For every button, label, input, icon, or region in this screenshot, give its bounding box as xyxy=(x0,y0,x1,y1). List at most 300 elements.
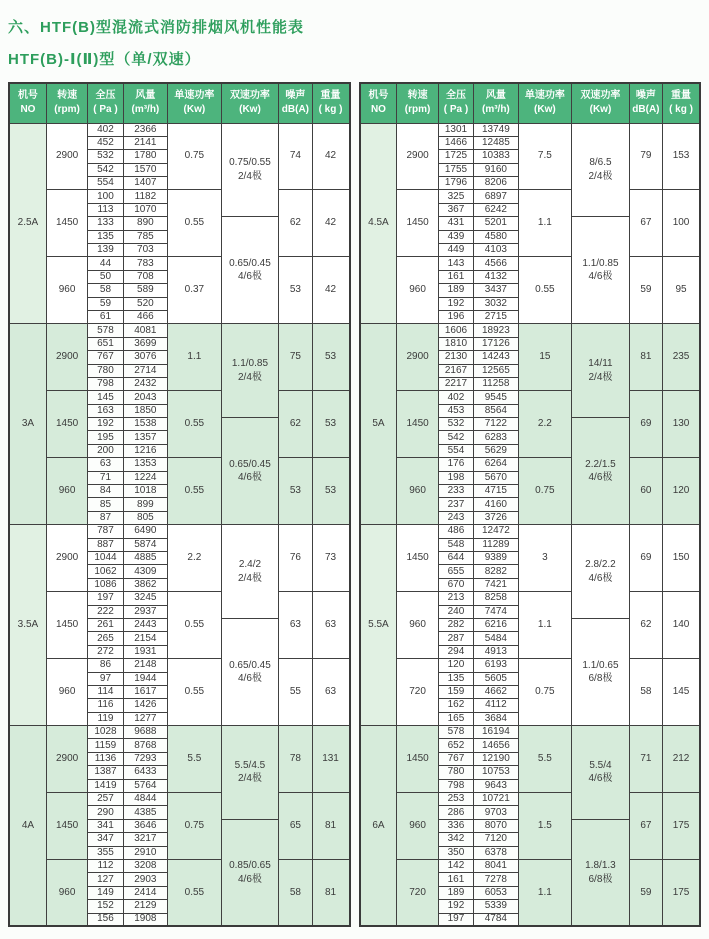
single-power-cell: 0.55 xyxy=(168,458,222,525)
model-cell: 4.5A xyxy=(360,123,397,324)
flow-cell: 18923 xyxy=(474,324,518,337)
flow-cell: 1018 xyxy=(123,485,167,498)
col-header-text: ( Pa ) xyxy=(443,104,469,116)
flow-cell: 5339 xyxy=(474,900,518,913)
dual-power-cell xyxy=(572,217,630,324)
table-row xyxy=(360,726,701,739)
single-power-cell: 0.55 xyxy=(518,257,572,324)
table-row xyxy=(360,592,701,605)
col-header-text: 转速 xyxy=(57,89,78,101)
dual-power-text: 14/11 xyxy=(588,358,613,370)
weight-cell: 63 xyxy=(312,592,349,659)
single-power-cell: 7.5 xyxy=(518,123,572,190)
pressure-cell: 149 xyxy=(88,886,123,899)
rpm-cell: 960 xyxy=(46,458,87,525)
flow-cell: 12190 xyxy=(474,752,518,765)
weight-cell: 42 xyxy=(312,190,349,257)
flow-cell: 10383 xyxy=(474,150,518,163)
pressure-cell: 127 xyxy=(88,873,123,886)
table-row xyxy=(9,592,350,605)
noise-cell: 58 xyxy=(279,859,312,926)
pressure-cell: 439 xyxy=(438,230,473,243)
flow-cell: 2129 xyxy=(123,900,167,913)
noise-cell: 60 xyxy=(629,458,662,525)
pressure-cell: 1796 xyxy=(438,177,473,190)
flow-cell: 6378 xyxy=(474,846,518,859)
pressure-cell: 486 xyxy=(438,525,473,538)
pressure-cell: 59 xyxy=(88,297,123,310)
dual-power-cell xyxy=(572,324,630,418)
model-cell: 3A xyxy=(9,324,46,525)
weight-cell: 153 xyxy=(663,123,700,190)
noise-cell: 69 xyxy=(629,391,662,458)
flow-cell: 4566 xyxy=(474,257,518,270)
flow-cell: 1538 xyxy=(123,418,167,431)
pressure-cell: 887 xyxy=(88,538,123,551)
flow-cell: 6242 xyxy=(474,203,518,216)
pressure-cell: 200 xyxy=(88,444,123,457)
col-header-text: NO xyxy=(370,104,386,116)
weight-cell: 42 xyxy=(312,257,349,324)
dual-power-text: 1.8/1.3 xyxy=(585,860,616,872)
flow-cell: 12472 xyxy=(474,525,518,538)
flow-cell: 3217 xyxy=(123,833,167,846)
pressure-cell: 114 xyxy=(88,685,123,698)
pressure-cell: 2130 xyxy=(438,351,473,364)
weight-cell: 175 xyxy=(663,793,700,860)
col-header-text: (Kw) xyxy=(239,104,261,116)
flow-cell: 2715 xyxy=(474,310,518,323)
pressure-cell: 402 xyxy=(438,391,473,404)
col-header-text: 双速功率 xyxy=(580,89,621,101)
flow-cell: 11258 xyxy=(474,377,518,390)
single-power-cell: 1.1 xyxy=(168,324,222,391)
flow-cell: 4103 xyxy=(474,244,518,257)
col-header-text: 噪声 xyxy=(285,89,306,101)
table-row xyxy=(360,324,701,337)
table-row xyxy=(9,525,350,538)
dual-power-cell xyxy=(572,819,630,926)
pressure-cell: 265 xyxy=(88,632,123,645)
pressure-cell: 233 xyxy=(438,485,473,498)
noise-cell: 81 xyxy=(629,324,662,391)
pressure-cell: 133 xyxy=(88,217,123,230)
pressure-cell: 767 xyxy=(88,351,123,364)
pressure-cell: 1062 xyxy=(88,565,123,578)
dual-power-cell xyxy=(221,525,279,619)
single-power-cell: 0.75 xyxy=(518,458,572,525)
col-header-text: 全压 xyxy=(445,89,466,101)
single-power-cell: 5.5 xyxy=(168,726,222,793)
pressure-cell: 161 xyxy=(438,270,473,283)
flow-cell: 1908 xyxy=(123,913,167,926)
single-power-cell: 0.75 xyxy=(518,659,572,726)
dual-power-text: 2.4/2 xyxy=(238,559,262,571)
col-header-single-power xyxy=(168,83,222,123)
flow-cell: 2714 xyxy=(123,364,167,377)
pressure-cell: 453 xyxy=(438,404,473,417)
noise-cell: 62 xyxy=(629,592,662,659)
weight-cell: 235 xyxy=(663,324,700,391)
flow-cell: 1353 xyxy=(123,458,167,471)
weight-cell: 81 xyxy=(312,793,349,860)
flow-cell: 2141 xyxy=(123,136,167,149)
noise-cell: 79 xyxy=(629,123,662,190)
weight-cell: 120 xyxy=(663,458,700,525)
pressure-cell: 71 xyxy=(88,471,123,484)
flow-cell: 7293 xyxy=(123,752,167,765)
pressure-cell: 63 xyxy=(88,458,123,471)
col-header-weight xyxy=(663,83,700,123)
noise-cell: 76 xyxy=(279,525,312,592)
pressure-cell: 2217 xyxy=(438,377,473,390)
flow-cell: 6264 xyxy=(474,458,518,471)
single-power-cell: 1.1 xyxy=(518,859,572,926)
single-power-cell: 0.75 xyxy=(168,123,222,190)
col-header-text: (m³/h) xyxy=(481,104,510,116)
col-header-text: (rpm) xyxy=(404,104,431,116)
weight-cell: 212 xyxy=(663,726,700,793)
flow-cell: 9389 xyxy=(474,552,518,565)
flow-cell: 6193 xyxy=(474,659,518,672)
pressure-cell: 578 xyxy=(438,726,473,739)
flow-cell: 899 xyxy=(123,498,167,511)
single-power-cell: 0.55 xyxy=(168,190,222,257)
pressure-cell: 142 xyxy=(438,859,473,872)
flow-cell: 9703 xyxy=(474,806,518,819)
col-header-text: 风量 xyxy=(135,89,156,101)
pressure-cell: 61 xyxy=(88,310,123,323)
flow-cell: 2937 xyxy=(123,605,167,618)
col-header-noise xyxy=(629,83,662,123)
model-cell: 2.5A xyxy=(9,123,46,324)
pressure-cell: 198 xyxy=(438,471,473,484)
flow-cell: 466 xyxy=(123,310,167,323)
flow-cell: 17126 xyxy=(474,337,518,350)
flow-cell: 9160 xyxy=(474,163,518,176)
flow-cell: 3862 xyxy=(123,578,167,591)
pressure-cell: 197 xyxy=(88,592,123,605)
col-header-text: NO xyxy=(20,104,36,116)
rpm-cell: 960 xyxy=(397,592,438,659)
col-header-noise xyxy=(279,83,312,123)
model-cell: 4A xyxy=(9,726,46,927)
flow-cell: 9545 xyxy=(474,391,518,404)
flow-cell: 12565 xyxy=(474,364,518,377)
page-subtitle: HTF(B)-Ⅰ(Ⅱ)型（单/双速） xyxy=(8,51,201,68)
table-row xyxy=(360,859,701,872)
dual-power-cell xyxy=(572,525,630,619)
dual-power-text: 4/6极 xyxy=(588,472,613,484)
table-row xyxy=(9,391,350,404)
dual-power-text: 4/6极 xyxy=(237,472,262,484)
rpm-cell: 2900 xyxy=(46,324,87,391)
flow-cell: 9688 xyxy=(123,726,167,739)
flow-cell: 8206 xyxy=(474,177,518,190)
pressure-cell: 50 xyxy=(88,270,123,283)
dual-power-text: 2.8/2.2 xyxy=(585,559,616,571)
flow-cell: 7122 xyxy=(474,418,518,431)
flow-cell: 1277 xyxy=(123,712,167,725)
table-row xyxy=(360,391,701,404)
table-row xyxy=(360,525,701,538)
dual-power-text: 2/4极 xyxy=(237,170,262,182)
flow-cell: 12485 xyxy=(474,136,518,149)
pressure-cell: 120 xyxy=(438,659,473,672)
pressure-cell: 780 xyxy=(438,766,473,779)
pressure-cell: 119 xyxy=(88,712,123,725)
pressure-cell: 143 xyxy=(438,257,473,270)
flow-cell: 4112 xyxy=(474,699,518,712)
pressure-cell: 286 xyxy=(438,806,473,819)
pressure-cell: 290 xyxy=(88,806,123,819)
single-power-cell: 0.55 xyxy=(168,391,222,458)
rpm-cell: 960 xyxy=(46,659,87,726)
col-header-dual-power xyxy=(221,83,279,123)
weight-cell: 100 xyxy=(663,190,700,257)
flow-cell: 4844 xyxy=(123,793,167,806)
flow-cell: 16194 xyxy=(474,726,518,739)
model-cell: 5.5A xyxy=(360,525,397,726)
pressure-cell: 135 xyxy=(438,672,473,685)
flow-cell: 8768 xyxy=(123,739,167,752)
col-header-text: 转速 xyxy=(407,89,428,101)
single-power-cell: 1.1 xyxy=(518,592,572,659)
pressure-cell: 272 xyxy=(88,645,123,658)
rpm-cell: 960 xyxy=(46,257,87,324)
flow-cell: 8258 xyxy=(474,592,518,605)
flow-cell: 4913 xyxy=(474,645,518,658)
pressure-cell: 58 xyxy=(88,284,123,297)
col-header-text: 重量 xyxy=(671,89,692,101)
flow-cell: 2903 xyxy=(123,873,167,886)
pressure-cell: 798 xyxy=(438,779,473,792)
noise-cell: 69 xyxy=(629,525,662,592)
dual-power-text: 4/6极 xyxy=(237,873,262,885)
tables-container xyxy=(8,82,701,927)
pressure-cell: 798 xyxy=(88,377,123,390)
flow-cell: 1850 xyxy=(123,404,167,417)
dual-power-text: 0.65/0.45 xyxy=(229,257,271,269)
noise-cell: 67 xyxy=(629,793,662,860)
flow-cell: 1780 xyxy=(123,150,167,163)
dual-power-text: 4/6极 xyxy=(237,271,262,283)
flow-cell: 4132 xyxy=(474,270,518,283)
pressure-cell: 1086 xyxy=(88,578,123,591)
pressure-cell: 1606 xyxy=(438,324,473,337)
pressure-cell: 85 xyxy=(88,498,123,511)
col-header-text: 重量 xyxy=(320,89,341,101)
dual-power-cell xyxy=(221,726,279,820)
col-header-text: 双速功率 xyxy=(229,89,270,101)
dual-power-text: 2/4极 xyxy=(237,773,262,785)
pressure-cell: 1466 xyxy=(438,136,473,149)
pressure-cell: 350 xyxy=(438,846,473,859)
header-row xyxy=(9,83,350,123)
table-row xyxy=(360,190,701,203)
pressure-cell: 189 xyxy=(438,284,473,297)
flow-cell: 4160 xyxy=(474,498,518,511)
pressure-cell: 87 xyxy=(88,511,123,524)
fan-performance-table-right xyxy=(359,82,702,927)
flow-cell: 6283 xyxy=(474,431,518,444)
col-header-text: ( kg ) xyxy=(669,104,693,116)
flow-cell: 9643 xyxy=(474,779,518,792)
pressure-cell: 192 xyxy=(438,297,473,310)
noise-cell: 62 xyxy=(279,190,312,257)
flow-cell: 785 xyxy=(123,230,167,243)
noise-cell: 62 xyxy=(279,391,312,458)
rpm-cell: 1450 xyxy=(397,190,438,257)
pressure-cell: 542 xyxy=(88,163,123,176)
flow-cell: 805 xyxy=(123,511,167,524)
dual-power-text: 0.65/0.45 xyxy=(229,659,271,671)
table-row xyxy=(9,123,350,136)
noise-cell: 55 xyxy=(279,659,312,726)
weight-cell: 53 xyxy=(312,458,349,525)
pressure-cell: 195 xyxy=(88,431,123,444)
pressure-cell: 112 xyxy=(88,859,123,872)
model-cell: 5A xyxy=(360,324,397,525)
flow-cell: 3076 xyxy=(123,351,167,364)
weight-cell: 130 xyxy=(663,391,700,458)
flow-cell: 3032 xyxy=(474,297,518,310)
col-header-model xyxy=(9,83,46,123)
flow-cell: 1944 xyxy=(123,672,167,685)
table-row xyxy=(9,659,350,672)
pressure-cell: 578 xyxy=(88,324,123,337)
pressure-cell: 1755 xyxy=(438,163,473,176)
pressure-cell: 222 xyxy=(88,605,123,618)
col-header-model xyxy=(360,83,397,123)
col-header-text: (Kw) xyxy=(534,104,556,116)
pressure-cell: 1044 xyxy=(88,552,123,565)
pressure-cell: 767 xyxy=(438,752,473,765)
pressure-cell: 341 xyxy=(88,819,123,832)
single-power-cell: 2.2 xyxy=(518,391,572,458)
flow-cell: 1617 xyxy=(123,685,167,698)
table-row xyxy=(9,324,350,337)
pressure-cell: 342 xyxy=(438,833,473,846)
flow-cell: 3699 xyxy=(123,337,167,350)
dual-power-text: 1.1/0.85 xyxy=(582,257,619,269)
pressure-cell: 197 xyxy=(438,913,473,926)
weight-cell: 73 xyxy=(312,525,349,592)
single-power-cell: 0.55 xyxy=(168,659,222,726)
flow-cell: 10721 xyxy=(474,793,518,806)
rpm-cell: 960 xyxy=(397,257,438,324)
single-power-cell: 0.55 xyxy=(168,592,222,659)
dual-power-cell xyxy=(221,123,279,217)
pressure-cell: 367 xyxy=(438,203,473,216)
pressure-cell: 1387 xyxy=(88,766,123,779)
col-header-text: ( kg ) xyxy=(318,104,343,116)
flow-cell: 5484 xyxy=(474,632,518,645)
noise-cell: 53 xyxy=(279,257,312,324)
pressure-cell: 139 xyxy=(88,244,123,257)
noise-cell: 67 xyxy=(629,190,662,257)
single-power-cell: 0.37 xyxy=(168,257,222,324)
pressure-cell: 644 xyxy=(438,552,473,565)
flow-cell: 7421 xyxy=(474,578,518,591)
pressure-cell: 1136 xyxy=(88,752,123,765)
pressure-cell: 347 xyxy=(88,833,123,846)
flow-cell: 8070 xyxy=(474,819,518,832)
pressure-cell: 163 xyxy=(88,404,123,417)
pressure-cell: 554 xyxy=(438,444,473,457)
dual-power-text: 2/4极 xyxy=(588,371,613,383)
dual-power-cell xyxy=(221,819,279,926)
flow-cell: 3208 xyxy=(123,859,167,872)
flow-cell: 703 xyxy=(123,244,167,257)
flow-cell: 1216 xyxy=(123,444,167,457)
rpm-cell: 2900 xyxy=(397,123,438,190)
col-header-pressure xyxy=(438,83,473,123)
col-header-single-power xyxy=(518,83,572,123)
rpm-cell: 1450 xyxy=(397,391,438,458)
flow-cell: 4784 xyxy=(474,913,518,926)
table-row xyxy=(9,726,350,739)
dual-power-text: 0.85/0.65 xyxy=(229,860,271,872)
flow-cell: 6897 xyxy=(474,190,518,203)
flow-cell: 14656 xyxy=(474,739,518,752)
dual-power-text: 5.5/4 xyxy=(589,759,612,771)
flow-cell: 5201 xyxy=(474,217,518,230)
dual-power-cell xyxy=(572,418,630,525)
flow-cell: 5874 xyxy=(123,538,167,551)
col-header-flow xyxy=(123,83,167,123)
pressure-cell: 237 xyxy=(438,498,473,511)
flow-cell: 4662 xyxy=(474,685,518,698)
flow-cell: 11289 xyxy=(474,538,518,551)
pressure-cell: 780 xyxy=(88,364,123,377)
pressure-cell: 116 xyxy=(88,699,123,712)
flow-cell: 5605 xyxy=(474,672,518,685)
pressure-cell: 532 xyxy=(88,150,123,163)
flow-cell: 1931 xyxy=(123,645,167,658)
single-power-cell: 3 xyxy=(518,525,572,592)
weight-cell: 53 xyxy=(312,391,349,458)
dual-power-cell xyxy=(221,418,279,525)
flow-cell: 5670 xyxy=(474,471,518,484)
flow-cell: 2154 xyxy=(123,632,167,645)
pressure-cell: 655 xyxy=(438,565,473,578)
pressure-cell: 1419 xyxy=(88,779,123,792)
pressure-cell: 449 xyxy=(438,244,473,257)
noise-cell: 58 xyxy=(629,659,662,726)
single-power-cell: 1.1 xyxy=(518,190,572,257)
flow-cell: 8041 xyxy=(474,859,518,872)
dual-power-text: 2/4极 xyxy=(237,371,262,383)
col-header-weight xyxy=(312,83,349,123)
pressure-cell: 161 xyxy=(438,873,473,886)
weight-cell: 140 xyxy=(663,592,700,659)
flow-cell: 7120 xyxy=(474,833,518,846)
col-header-text: 机号 xyxy=(368,89,389,101)
rpm-cell: 720 xyxy=(397,659,438,726)
flow-cell: 4885 xyxy=(123,552,167,565)
pressure-cell: 670 xyxy=(438,578,473,591)
col-header-text: (rpm) xyxy=(54,104,80,116)
flow-cell: 4580 xyxy=(474,230,518,243)
flow-cell: 520 xyxy=(123,297,167,310)
col-header-text: 单速功率 xyxy=(174,89,215,101)
pressure-cell: 554 xyxy=(88,177,123,190)
dual-power-text: 2/4极 xyxy=(237,572,262,584)
flow-cell: 708 xyxy=(123,270,167,283)
col-header-text: 单速功率 xyxy=(524,89,565,101)
col-header-text: (Kw) xyxy=(589,104,612,116)
